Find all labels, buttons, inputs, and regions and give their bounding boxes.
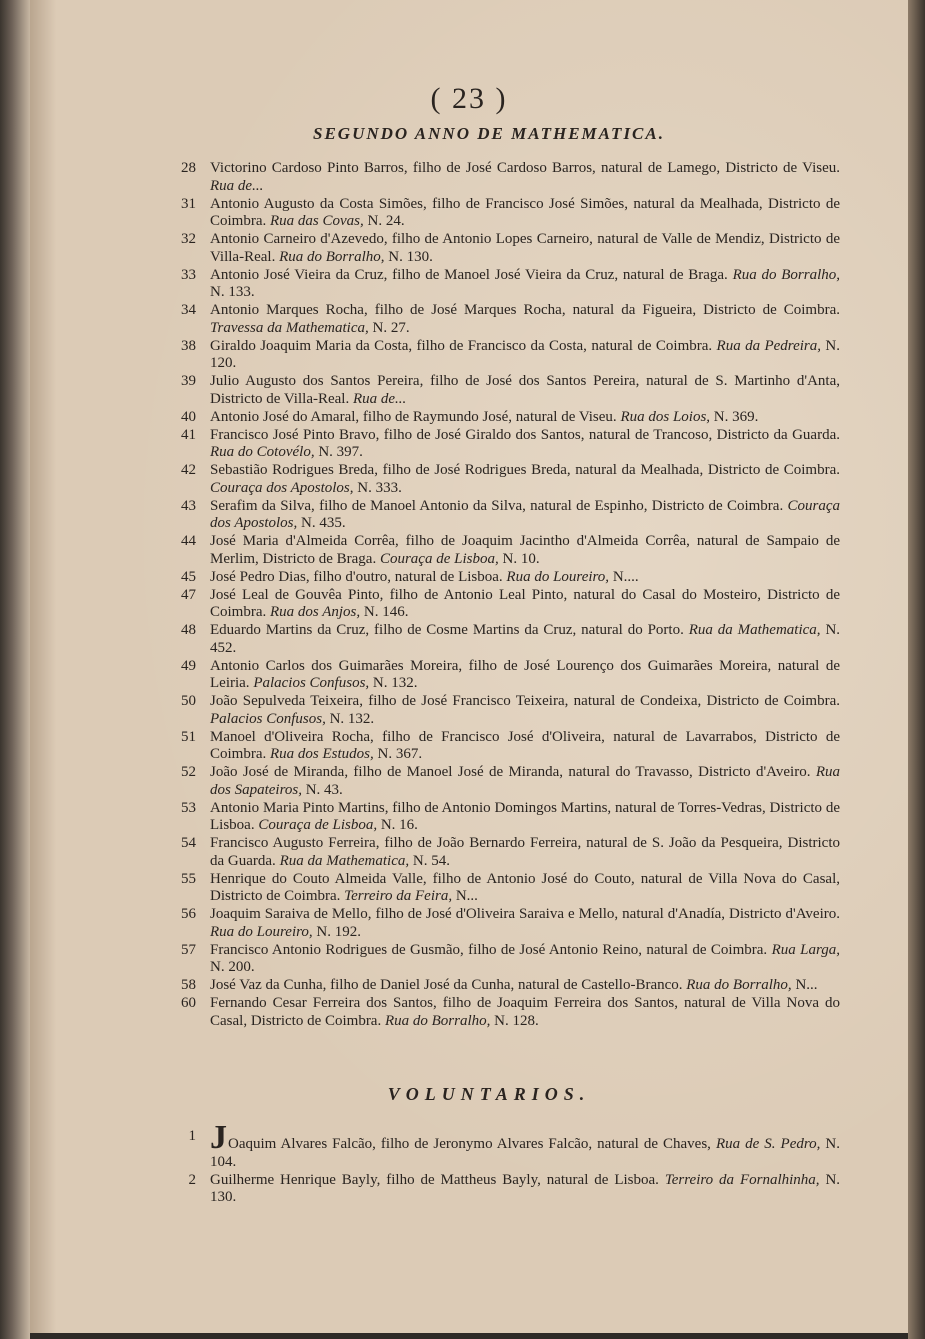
list-entry bbox=[180, 1172, 840, 1207]
entry-house-number: N. 24. bbox=[367, 213, 405, 229]
entry-description: José Maria d'Almeida Corrêa, filho de Joaquim Jacintho d'Almeida Corrêa, natural de Sampaio de Merlim, Districto de Braga. bbox=[210, 533, 840, 567]
page-number: ( 23 ) bbox=[430, 82, 508, 115]
entry-house-number: N. 367. bbox=[377, 746, 423, 762]
entry-description: João Sepulveda Teixeira, filho de José Francisco Teixeira, natural de Condeixa, Districto de Coimbra. bbox=[210, 693, 840, 709]
list-entry bbox=[180, 196, 840, 231]
entry-house-number: N. 452. bbox=[210, 622, 841, 656]
list-entry bbox=[180, 800, 840, 835]
entry-address: Rua do Borralho, bbox=[384, 1012, 491, 1029]
entry-house-number: N. 132. bbox=[372, 675, 418, 691]
entry-number: 44 bbox=[181, 533, 196, 549]
entry-text bbox=[210, 658, 840, 693]
entry-description: Fernando Cesar Ferreira dos Santos, filho de Joaquim Ferreira dos Santos, natural de Villa Nova do Casal, Districto de Coimbra. bbox=[210, 995, 840, 1029]
entry-house-number: N. 120. bbox=[210, 337, 840, 371]
list-entry bbox=[180, 622, 840, 657]
entry-description: João José de Miranda, filho de Manoel José de Miranda, natural do Travasso, Districto d'Aveiro. bbox=[210, 764, 811, 780]
list-entry bbox=[180, 942, 840, 977]
entry-address: Rua do Borralho, bbox=[686, 977, 792, 993]
entry-number: 32 bbox=[181, 231, 196, 247]
entry-text bbox=[210, 1172, 840, 1207]
entry-house-number: N. 130. bbox=[210, 1171, 841, 1205]
entry-description: Joaquim Saraiva de Mello, filho de José d'Oliveira Saraiva e Mello, natural d'Anadía, Districto d'Aveiro. bbox=[210, 906, 840, 922]
entry-house-number: N. 16. bbox=[380, 817, 418, 833]
entry-number: 1 bbox=[188, 1128, 196, 1144]
entry-text bbox=[210, 906, 840, 941]
list-entry bbox=[180, 977, 840, 995]
entry-address: Couraça dos Apostolos, bbox=[210, 497, 841, 531]
entry-house-number: N. 104. bbox=[210, 1136, 841, 1170]
entry-house-number: N. 397. bbox=[318, 444, 363, 460]
entry-description: Manoel d'Oliveira Rocha, filho de Francisco José d'Oliveira, natural de Lavarrabos, Districto de Coimbra. bbox=[210, 728, 840, 762]
list-entry bbox=[180, 409, 840, 427]
entry-house-number: N... bbox=[455, 888, 478, 904]
entry-number: 31 bbox=[181, 195, 196, 212]
entry-address: Rua do Cotovélo, bbox=[210, 444, 315, 460]
entry-address: Rua da Mathematica, bbox=[688, 622, 821, 638]
entry-house-number: N. 10. bbox=[502, 550, 540, 567]
entry-house-number: N. 132. bbox=[329, 710, 375, 727]
entry-address: Couraça de Lisboa, bbox=[379, 550, 499, 567]
entry-description: Antonio José Vieira da Cruz, filho de Manoel José Vieira da Cruz, natural de Braga. bbox=[210, 266, 728, 283]
entry-address: Palacios Confusos, bbox=[210, 710, 326, 727]
entry-description: José Leal de Gouvêa Pinto, filho de Antonio Leal Pinto, natural do Casal do Mosteiro, Districto de Coimbra. bbox=[210, 586, 840, 620]
list-entry bbox=[180, 160, 840, 195]
entry-address: Terreiro da Feira, bbox=[344, 888, 453, 904]
entry-text bbox=[210, 231, 840, 266]
page-edge bbox=[908, 0, 925, 1339]
entry-address: Travessa da Mathematica, bbox=[210, 319, 369, 336]
entry-text bbox=[210, 462, 840, 497]
entry-text bbox=[210, 427, 840, 462]
entry-description: Guilherme Henrique Bayly, filho de Mattheus Bayly, natural de Lisboa. bbox=[210, 1171, 659, 1188]
entry-number: 49 bbox=[181, 657, 196, 674]
volunteer-list bbox=[180, 1119, 841, 1207]
entry-description: José Pedro Dias, filho d'outro, natural de Lisboa. bbox=[210, 568, 503, 585]
entry-address: Couraça de Lisboa, bbox=[258, 817, 378, 833]
entry-number: 38 bbox=[181, 337, 196, 354]
list-entry bbox=[180, 231, 840, 266]
entry-text bbox=[210, 267, 840, 302]
entry-address: Rua da Mathematica, bbox=[279, 852, 410, 869]
entry-text bbox=[210, 373, 840, 408]
entry-number: 39 bbox=[181, 373, 196, 389]
entry-description: Antonio Marques Rocha, filho de José Marques Rocha, natural da Figueira, Districto de Coimbra. bbox=[210, 302, 840, 318]
entry-description: Victorino Cardoso Pinto Barros, filho de José Cardoso Barros, natural de Lamego, Districto de Viseu. bbox=[210, 160, 840, 176]
entry-number: 54 bbox=[181, 835, 196, 851]
entry-text bbox=[210, 800, 840, 835]
entry-address: Rua dos Sapateiros, bbox=[210, 764, 841, 798]
entry-text bbox=[210, 533, 840, 568]
list-entry bbox=[180, 587, 840, 622]
entry-description: Antonio José do Amaral, filho de Raymundo José, natural de Viseu. bbox=[210, 408, 617, 425]
entry-description: Antonio Augusto da Costa Simões, filho de Francisco José Simões, natural da Mealhada, Districto de Coimbra. bbox=[210, 195, 840, 229]
entry-address: Rua dos Anjos, bbox=[270, 604, 361, 620]
entry-text bbox=[210, 587, 840, 622]
entry-house-number: N. 146. bbox=[363, 604, 409, 620]
entry-address: Rua de... bbox=[210, 177, 264, 194]
list-entry bbox=[180, 338, 840, 373]
entry-number: 43 bbox=[181, 497, 196, 514]
entry-address: Rua do Loureiro, bbox=[210, 923, 313, 940]
entry-description: Antonio Carneiro d'Azevedo, filho de Antonio Lopes Carneiro, natural de Valle de Mendiz, Districto de Villa-Real. bbox=[210, 231, 840, 265]
entry-house-number: N. 192. bbox=[316, 923, 361, 940]
entry-number: 58 bbox=[181, 977, 196, 993]
entry-number: 51 bbox=[181, 728, 196, 745]
entry-text bbox=[210, 977, 840, 995]
entry-description: Serafim da Silva, filho de Manoel Antonio da Silva, natural de Espinho, Districto de Coimbra. bbox=[210, 497, 784, 514]
entry-description: Antonio Maria Pinto Martins, filho de Antonio Domingos Martins, natural de Torres-Vedras, Districto de Lisboa. bbox=[210, 799, 840, 833]
entry-text bbox=[210, 409, 840, 427]
entry-description: José Vaz da Cunha, filho de Daniel José da Cunha, natural de Castello-Branco. bbox=[210, 977, 683, 993]
entry-description: Henrique do Couto Almeida Valle, filho de Antonio José do Couto, natural de Villa Nova do Casal, Districto de Coimbra. bbox=[210, 870, 840, 904]
page bbox=[30, 0, 908, 1333]
entry-number: 42 bbox=[181, 462, 196, 478]
entry-number: 47 bbox=[181, 586, 196, 603]
entry-house-number: N. 130. bbox=[388, 248, 433, 265]
entry-description: Eduardo Martins da Cruz, filho de Cosme Martins da Cruz, natural do Porto. bbox=[210, 622, 684, 638]
entry-text bbox=[210, 498, 840, 533]
list-entry bbox=[180, 995, 840, 1030]
entry-number: 2 bbox=[188, 1171, 196, 1188]
entry-description: Francisco Augusto Ferreira, filho de João Bernardo Ferreira, natural de S. João da Pesqueira, Districto da Guarda. bbox=[210, 835, 840, 869]
volunteers-title: VOLUNTARIOS. bbox=[387, 1084, 591, 1104]
list-entry bbox=[180, 906, 840, 941]
entry-house-number: N. 43. bbox=[305, 781, 343, 798]
list-entry bbox=[180, 302, 840, 337]
entry-house-number: N. 133. bbox=[210, 284, 255, 300]
section-title: SEGUNDO ANNO DE MATHEMATICA. bbox=[313, 124, 665, 143]
entry-address: Rua do Loureiro, bbox=[506, 568, 610, 585]
entry-address: Rua de... bbox=[352, 390, 407, 407]
entry-text bbox=[210, 622, 840, 657]
list-entry bbox=[180, 764, 840, 799]
entry-number: 40 bbox=[181, 408, 196, 425]
entry-number: 52 bbox=[181, 764, 196, 780]
entry-number: 55 bbox=[181, 870, 196, 887]
entry-house-number: N. 333. bbox=[357, 479, 402, 496]
entry-number: 48 bbox=[181, 622, 196, 638]
entry-description: Sebastião Rodrigues Breda, filho de José Rodrigues Breda, natural da Mealhada, Districto de Coimbra. bbox=[210, 462, 840, 478]
entry-text bbox=[210, 160, 840, 195]
list-entry bbox=[180, 658, 840, 693]
list-entry bbox=[180, 267, 840, 302]
entry-description: Oaquim Alvares Falcão, filho de Jeronymo Alvares Falcão, natural de Chaves, bbox=[228, 1136, 711, 1152]
entry-address: Rua dos Estudos, bbox=[270, 746, 374, 762]
entry-address: Rua Larga, bbox=[771, 941, 840, 958]
entry-number: 45 bbox=[181, 568, 196, 585]
entry-address: Palacios Confusos, bbox=[253, 675, 370, 691]
list-entry bbox=[180, 498, 840, 533]
entry-description: Giraldo Joaquim Maria da Costa, filho de Francisco da Costa, natural de Coimbra. bbox=[210, 337, 713, 354]
drop-cap: J bbox=[210, 1119, 227, 1156]
entry-house-number: N. 369. bbox=[713, 408, 759, 425]
entry-text bbox=[210, 942, 840, 977]
entry-text bbox=[210, 693, 840, 728]
list-entry bbox=[180, 835, 840, 870]
entry-text bbox=[210, 302, 840, 337]
entry-text bbox=[210, 1119, 841, 1171]
entry-description: Francisco Antonio Rodrigues de Gusmão, filho de José Antonio Reino, natural de Coimbra. bbox=[210, 941, 768, 958]
entry-house-number: N.... bbox=[612, 568, 639, 585]
entry-house-number: N. 435. bbox=[301, 515, 346, 531]
list-entry bbox=[180, 871, 840, 906]
page-gutter bbox=[0, 0, 30, 1339]
list-entry bbox=[180, 373, 840, 408]
entry-number: 60 bbox=[181, 995, 196, 1011]
entry-number: 57 bbox=[181, 941, 196, 958]
list-entry bbox=[180, 533, 840, 568]
list-entry bbox=[180, 569, 840, 587]
entry-description: Francisco José Pinto Bravo, filho de José Giraldo dos Santos, natural de Trancoso, Districto da Guarda. bbox=[210, 426, 840, 443]
entry-address: Rua das Covas, bbox=[270, 213, 364, 229]
entry-description: Julio Augusto dos Santos Pereira, filho de José dos Santos Pereira, natural de S. Martinho d'Anta, Districto de Villa-Real. bbox=[210, 373, 840, 407]
student-list bbox=[180, 160, 840, 1031]
entry-text bbox=[210, 729, 840, 764]
entry-text bbox=[210, 338, 840, 373]
entry-text bbox=[210, 764, 840, 799]
entry-address: Rua de S. Pedro, bbox=[715, 1136, 821, 1152]
entry-text bbox=[210, 995, 840, 1030]
entry-text bbox=[210, 835, 840, 870]
list-entry bbox=[180, 1119, 841, 1171]
entry-address: Couraça dos Apostolos, bbox=[210, 479, 354, 496]
entry-address: Terreiro da Fornalhinha, bbox=[664, 1171, 820, 1188]
entry-number: 33 bbox=[181, 266, 196, 283]
entry-number: 28 bbox=[181, 160, 196, 176]
entry-address: Rua do Borralho, bbox=[279, 248, 385, 265]
entry-number: 34 bbox=[181, 302, 196, 318]
entry-house-number: N. 27. bbox=[372, 319, 410, 336]
entry-text bbox=[210, 196, 840, 231]
entry-address: Rua da Pedreira, bbox=[716, 337, 822, 354]
entry-house-number: N. 200. bbox=[210, 959, 255, 975]
entry-description: Antonio Carlos dos Guimarães Moreira, filho de José Lourenço dos Guimarães Moreira, natural de Leiria. bbox=[210, 657, 840, 691]
entry-number: 50 bbox=[181, 693, 196, 709]
entry-address: Rua do Borralho, bbox=[732, 266, 841, 283]
entry-text bbox=[210, 569, 840, 587]
list-entry bbox=[180, 427, 840, 462]
list-entry bbox=[180, 462, 840, 497]
entry-text bbox=[210, 871, 840, 906]
entry-number: 53 bbox=[181, 799, 196, 816]
list-entry bbox=[180, 693, 840, 728]
list-entry bbox=[180, 729, 840, 764]
entry-address: Rua dos Loios, bbox=[620, 408, 711, 425]
entry-number: 56 bbox=[181, 906, 196, 922]
entry-house-number: N. 54. bbox=[412, 852, 450, 869]
entry-house-number: N... bbox=[795, 977, 818, 993]
entry-house-number: N. 128. bbox=[494, 1012, 539, 1029]
entry-number: 41 bbox=[181, 426, 196, 443]
